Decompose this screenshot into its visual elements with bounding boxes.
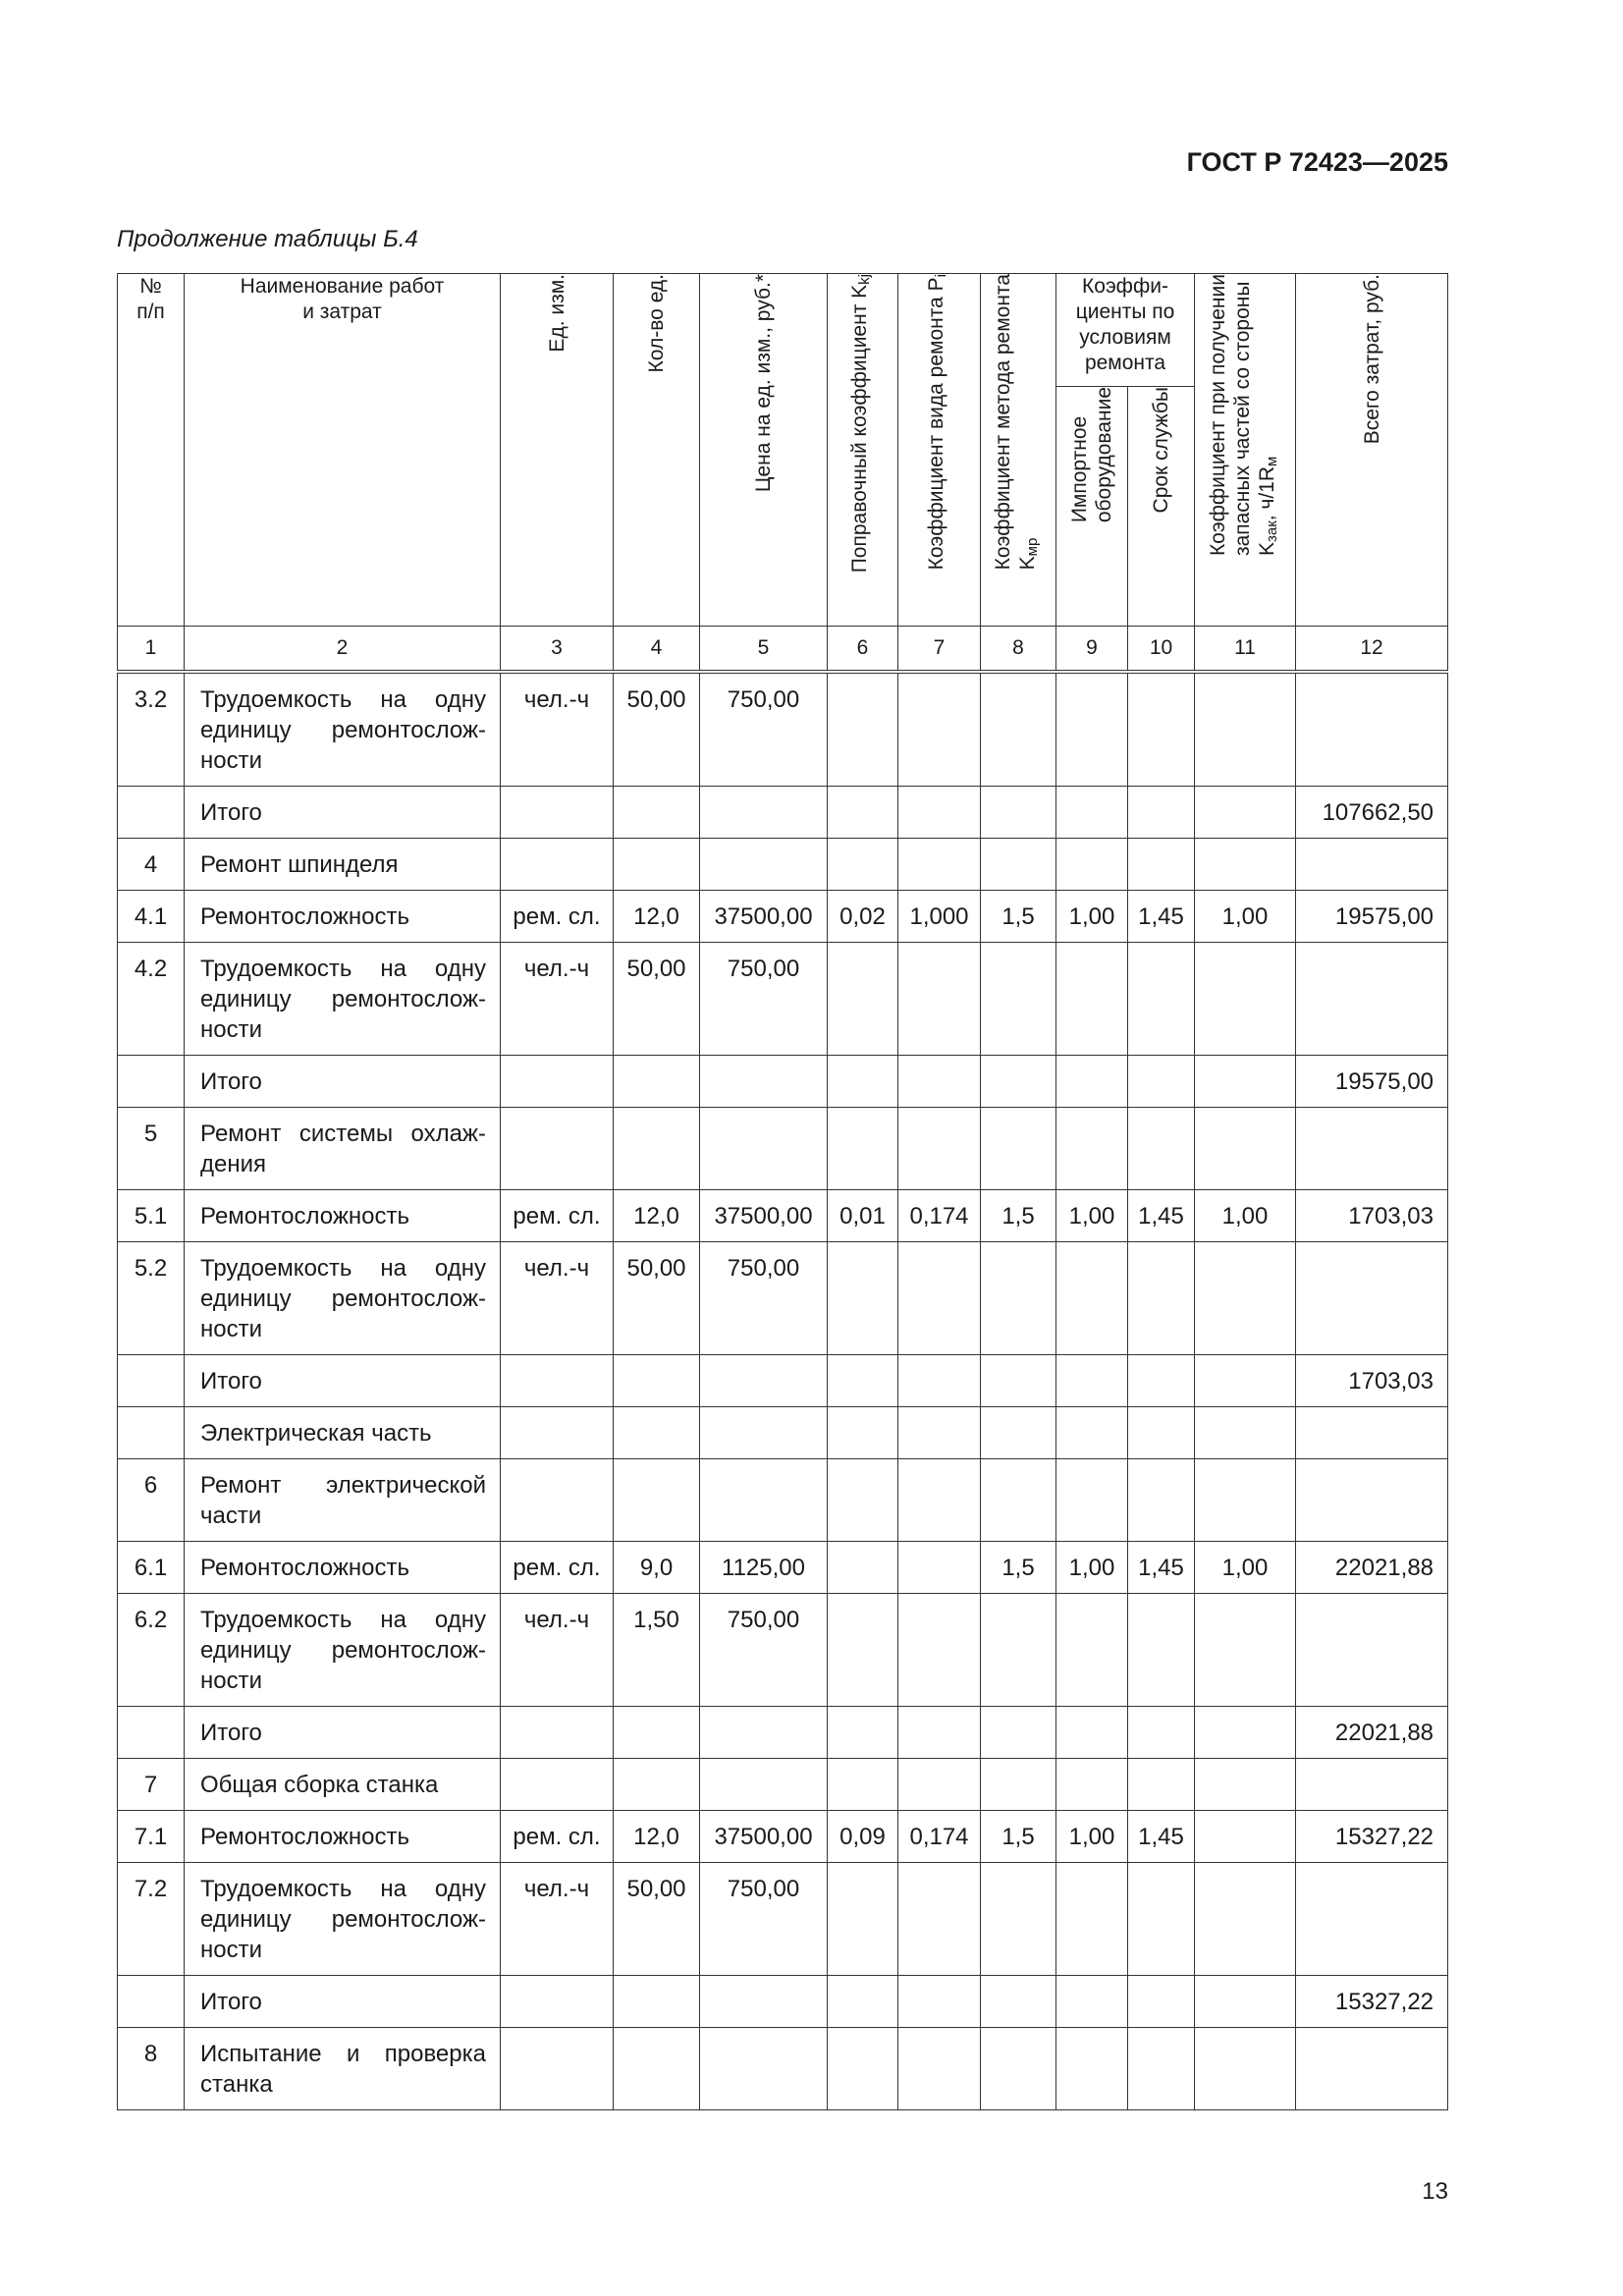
- cell-unit: [501, 1459, 614, 1542]
- cell-p-i: [898, 787, 981, 839]
- cell-name: Общая сборка станка: [185, 1759, 501, 1811]
- cell-import: [1056, 1759, 1128, 1811]
- cell-qty: 50,00: [614, 1242, 700, 1355]
- cell-unit: чел.-ч: [501, 672, 614, 787]
- cell-price: 750,00: [700, 672, 828, 787]
- cell-import: [1056, 1108, 1128, 1190]
- cell-price: 37500,00: [700, 891, 828, 943]
- cell-import: [1056, 1707, 1128, 1759]
- cell-k-zak: [1195, 1594, 1296, 1707]
- cell-qty: [614, 1459, 700, 1542]
- cell-k-mr: 1,5: [981, 891, 1056, 943]
- cell-k-mr: [981, 1242, 1056, 1355]
- cell-k-kj: [828, 1863, 898, 1976]
- cell-service-life: [1128, 1056, 1195, 1108]
- header-unit: Ед. изм.: [501, 274, 614, 627]
- cell-p-i: [898, 672, 981, 787]
- table-row: [118, 672, 1448, 787]
- column-number: 11: [1195, 627, 1296, 673]
- cell-service-life: [1128, 787, 1195, 839]
- table-row: [118, 1355, 1448, 1407]
- cell-p-i: 0,174: [898, 1811, 981, 1863]
- table-row: [118, 1759, 1448, 1811]
- cell-price: [700, 1459, 828, 1542]
- cell-service-life: [1128, 672, 1195, 787]
- cell-price: 750,00: [700, 1242, 828, 1355]
- cell-num: [118, 787, 185, 839]
- column-number: 4: [614, 627, 700, 673]
- cell-total: 15327,22: [1296, 1976, 1448, 2028]
- cell-total: [1296, 1863, 1448, 1976]
- cell-k-mr: [981, 1594, 1056, 1707]
- cell-p-i: [898, 1542, 981, 1594]
- cell-p-i: [898, 839, 981, 891]
- cell-k-zak: [1195, 1108, 1296, 1190]
- cell-k-kj: [828, 1976, 898, 2028]
- table-row: [118, 1242, 1448, 1355]
- cell-qty: 50,00: [614, 672, 700, 787]
- cell-import: 1,00: [1056, 891, 1128, 943]
- cell-unit: чел.-ч: [501, 1594, 614, 1707]
- column-number: 12: [1296, 627, 1448, 673]
- column-number: 5: [700, 627, 828, 673]
- cell-import: [1056, 1863, 1128, 1976]
- table-row: [118, 1542, 1448, 1594]
- cell-name: Трудоемкость на одну единицу ремонтосложности: [185, 672, 501, 787]
- cell-unit: [501, 787, 614, 839]
- cell-k-kj: [828, 1056, 898, 1108]
- cell-num: 7: [118, 1759, 185, 1811]
- header-service-life: Срок службы: [1128, 386, 1195, 626]
- cell-unit: рем. сл.: [501, 1811, 614, 1863]
- cell-total: [1296, 1594, 1448, 1707]
- cell-k-kj: [828, 1407, 898, 1459]
- cell-num: 5.2: [118, 1242, 185, 1355]
- cell-k-zak: [1195, 943, 1296, 1056]
- cell-qty: [614, 2028, 700, 2110]
- cell-service-life: [1128, 1108, 1195, 1190]
- cell-total: [1296, 672, 1448, 787]
- column-number: 2: [185, 627, 501, 673]
- cell-name: Ремонтосложность: [185, 1190, 501, 1242]
- cell-p-i: [898, 1056, 981, 1108]
- cell-unit: чел.-ч: [501, 1863, 614, 1976]
- cell-k-kj: [828, 1459, 898, 1542]
- cell-k-mr: [981, 2028, 1056, 2110]
- cell-k-kj: [828, 839, 898, 891]
- cell-total: [1296, 1459, 1448, 1542]
- header-qty: Кол-во ед.: [614, 274, 700, 627]
- cell-k-mr: [981, 1759, 1056, 1811]
- cell-qty: [614, 787, 700, 839]
- cell-import: 1,00: [1056, 1811, 1128, 1863]
- cell-service-life: [1128, 2028, 1195, 2110]
- column-number: 7: [898, 627, 981, 673]
- cell-unit: [501, 839, 614, 891]
- cell-name: Электрическая часть: [185, 1407, 501, 1459]
- cell-service-life: [1128, 1707, 1195, 1759]
- cell-import: [1056, 1355, 1128, 1407]
- header-num: № п/п: [118, 274, 185, 627]
- cell-num: 4.2: [118, 943, 185, 1056]
- cell-qty: 9,0: [614, 1542, 700, 1594]
- header-import: Импортное оборудование: [1056, 386, 1128, 626]
- cell-p-i: 0,174: [898, 1190, 981, 1242]
- cell-num: [118, 1355, 185, 1407]
- cell-name: Итого: [185, 787, 501, 839]
- cell-k-zak: [1195, 839, 1296, 891]
- cell-num: [118, 1407, 185, 1459]
- table-row: [118, 839, 1448, 891]
- document-code: ГОСТ Р 72423—2025: [1186, 147, 1448, 177]
- cell-import: [1056, 1976, 1128, 2028]
- cell-price: [700, 1759, 828, 1811]
- page-number: 13: [1422, 2178, 1448, 2205]
- cell-service-life: 1,45: [1128, 1190, 1195, 1242]
- cell-num: 4.1: [118, 891, 185, 943]
- cell-name: Ремонтосложность: [185, 891, 501, 943]
- table-body: [118, 672, 1448, 2110]
- cell-import: [1056, 1242, 1128, 1355]
- column-number: 1: [118, 627, 185, 673]
- cell-import: [1056, 2028, 1128, 2110]
- cell-unit: [501, 1759, 614, 1811]
- cell-total: 1703,03: [1296, 1355, 1448, 1407]
- table-row: [118, 787, 1448, 839]
- cell-k-zak: 1,00: [1195, 891, 1296, 943]
- cell-k-zak: [1195, 1976, 1296, 2028]
- column-number: 6: [828, 627, 898, 673]
- cell-qty: [614, 1759, 700, 1811]
- header-name: Наименование работ и затрат: [185, 274, 501, 627]
- cell-price: [700, 787, 828, 839]
- cell-k-mr: [981, 1976, 1056, 2028]
- cell-k-kj: [828, 1355, 898, 1407]
- cell-total: [1296, 1407, 1448, 1459]
- cell-import: [1056, 1594, 1128, 1707]
- cell-price: [700, 1355, 828, 1407]
- cost-table: [117, 273, 1448, 2110]
- header-k-zak: Коэффициент при получении запасных частей со стороны $K_{зак}$, $ч/1R_м$: [1195, 274, 1296, 627]
- cell-k-mr: [981, 1355, 1056, 1407]
- cell-unit: [501, 1056, 614, 1108]
- cell-total: [1296, 1242, 1448, 1355]
- cell-service-life: [1128, 1594, 1195, 1707]
- cell-import: [1056, 787, 1128, 839]
- cell-import: [1056, 672, 1128, 787]
- cell-price: 750,00: [700, 943, 828, 1056]
- cell-k-kj: [828, 1594, 898, 1707]
- cell-name: Ремонтосложность: [185, 1542, 501, 1594]
- cell-unit: [501, 1976, 614, 2028]
- cell-qty: [614, 1707, 700, 1759]
- cell-unit: [501, 1108, 614, 1190]
- cell-qty: [614, 1355, 700, 1407]
- cell-k-zak: [1195, 1242, 1296, 1355]
- cell-total: 22021,88: [1296, 1707, 1448, 1759]
- cell-k-kj: [828, 2028, 898, 2110]
- table-row: [118, 1108, 1448, 1190]
- header-price: Цена на ед. изм., руб.*: [700, 274, 828, 627]
- cell-k-mr: [981, 1459, 1056, 1542]
- table-caption: Продолжение таблицы Б.4: [117, 226, 418, 252]
- cell-name: Трудоемкость на одну единицу ремонтосложности: [185, 1594, 501, 1707]
- header-p-i: Коэффициент вида ремонта $P_i$: [898, 274, 981, 627]
- cell-num: 4: [118, 839, 185, 891]
- cell-p-i: [898, 1863, 981, 1976]
- cell-k-mr: [981, 672, 1056, 787]
- cell-k-zak: [1195, 672, 1296, 787]
- cell-service-life: 1,45: [1128, 1542, 1195, 1594]
- cell-k-kj: [828, 1108, 898, 1190]
- cell-total: 15327,22: [1296, 1811, 1448, 1863]
- cell-price: 37500,00: [700, 1811, 828, 1863]
- cell-unit: [501, 2028, 614, 2110]
- cell-k-kj: [828, 1707, 898, 1759]
- cell-k-zak: [1195, 1707, 1296, 1759]
- cell-qty: 12,0: [614, 1811, 700, 1863]
- cell-k-mr: [981, 1108, 1056, 1190]
- cell-name: Трудоемкость на одну единицу ремонтосложности: [185, 1863, 501, 1976]
- cell-name: Ремонт шпинделя: [185, 839, 501, 891]
- cell-k-zak: 1,00: [1195, 1190, 1296, 1242]
- cell-total: [1296, 839, 1448, 891]
- cell-num: 7.1: [118, 1811, 185, 1863]
- column-number: 9: [1056, 627, 1128, 673]
- cell-name: Итого: [185, 1355, 501, 1407]
- table-row: [118, 1811, 1448, 1863]
- cell-name: Итого: [185, 1976, 501, 2028]
- table-row: [118, 1407, 1448, 1459]
- cell-p-i: 1,000: [898, 891, 981, 943]
- cell-service-life: [1128, 1863, 1195, 1976]
- cell-service-life: [1128, 1459, 1195, 1542]
- cell-p-i: [898, 1108, 981, 1190]
- cell-num: 8: [118, 2028, 185, 2110]
- cell-price: [700, 1976, 828, 2028]
- cell-service-life: [1128, 1242, 1195, 1355]
- cell-p-i: [898, 1594, 981, 1707]
- table-row: [118, 1459, 1448, 1542]
- table-row: [118, 1976, 1448, 2028]
- cell-num: 6.1: [118, 1542, 185, 1594]
- cell-service-life: [1128, 1759, 1195, 1811]
- cell-p-i: [898, 1459, 981, 1542]
- cell-name: Испытание и проверка станка: [185, 2028, 501, 2110]
- cell-num: 3.2: [118, 672, 185, 787]
- cell-k-mr: [981, 1407, 1056, 1459]
- table-row: [118, 943, 1448, 1056]
- cell-qty: [614, 1407, 700, 1459]
- header-coef-group: Коэффи- циенты по условиям ремонта: [1056, 274, 1195, 387]
- cell-price: 37500,00: [700, 1190, 828, 1242]
- cell-total: [1296, 1759, 1448, 1811]
- cell-total: [1296, 2028, 1448, 2110]
- cell-name: Итого: [185, 1056, 501, 1108]
- cell-k-zak: 1,00: [1195, 1542, 1296, 1594]
- cell-qty: [614, 839, 700, 891]
- cell-k-mr: [981, 943, 1056, 1056]
- cell-p-i: [898, 1355, 981, 1407]
- cell-total: 19575,00: [1296, 891, 1448, 943]
- cell-import: 1,00: [1056, 1542, 1128, 1594]
- cell-price: [700, 1707, 828, 1759]
- cell-price: [700, 1108, 828, 1190]
- cell-k-mr: 1,5: [981, 1542, 1056, 1594]
- cell-qty: [614, 1976, 700, 2028]
- cell-price: 750,00: [700, 1594, 828, 1707]
- cell-p-i: [898, 1976, 981, 2028]
- cell-num: 5: [118, 1108, 185, 1190]
- cell-qty: 50,00: [614, 943, 700, 1056]
- cell-k-mr: [981, 1707, 1056, 1759]
- cell-unit: [501, 1707, 614, 1759]
- cell-unit: [501, 1355, 614, 1407]
- cell-k-mr: [981, 787, 1056, 839]
- cell-p-i: [898, 2028, 981, 2110]
- table-row: [118, 1594, 1448, 1707]
- cell-k-kj: [828, 672, 898, 787]
- cell-qty: 12,0: [614, 1190, 700, 1242]
- cell-qty: 1,50: [614, 1594, 700, 1707]
- cell-price: 750,00: [700, 1863, 828, 1976]
- cell-k-zak: [1195, 1811, 1296, 1863]
- cell-k-zak: [1195, 1407, 1296, 1459]
- cell-num: 6.2: [118, 1594, 185, 1707]
- cell-k-kj: [828, 1759, 898, 1811]
- cell-num: 6: [118, 1459, 185, 1542]
- header-k-mr: Коэффициент метода ремонта $K_{мр}$: [981, 274, 1056, 627]
- cell-k-kj: 0,01: [828, 1190, 898, 1242]
- cell-import: [1056, 1459, 1128, 1542]
- table-row: [118, 2028, 1448, 2110]
- header-total: Всего затрат, руб.: [1296, 274, 1448, 627]
- cell-service-life: [1128, 839, 1195, 891]
- cell-p-i: [898, 1407, 981, 1459]
- table-row: [118, 1863, 1448, 1976]
- cell-num: [118, 1707, 185, 1759]
- cell-unit: рем. сл.: [501, 891, 614, 943]
- cell-qty: 12,0: [614, 891, 700, 943]
- cell-total: 22021,88: [1296, 1542, 1448, 1594]
- cell-k-zak: [1195, 1863, 1296, 1976]
- cell-name: Итого: [185, 1707, 501, 1759]
- cell-price: [700, 2028, 828, 2110]
- cell-k-kj: [828, 1542, 898, 1594]
- cell-import: [1056, 839, 1128, 891]
- cell-import: [1056, 1056, 1128, 1108]
- cell-name: Ремонт системы охлаждения: [185, 1108, 501, 1190]
- cell-num: 7.2: [118, 1863, 185, 1976]
- header-k-kj: Поправочный коэффициент $K_{kj}$: [828, 274, 898, 627]
- table-row: [118, 1707, 1448, 1759]
- cell-k-mr: 1,5: [981, 1811, 1056, 1863]
- cell-k-kj: [828, 943, 898, 1056]
- cell-k-mr: [981, 1863, 1056, 1976]
- cell-k-zak: [1195, 1056, 1296, 1108]
- cell-total: 1703,03: [1296, 1190, 1448, 1242]
- cell-k-zak: [1195, 2028, 1296, 2110]
- cell-name: Трудоемкость на одну единицу ремонтосложности: [185, 1242, 501, 1355]
- header-row: [118, 274, 1448, 387]
- cell-qty: [614, 1056, 700, 1108]
- cell-p-i: [898, 943, 981, 1056]
- column-number: 8: [981, 627, 1056, 673]
- cell-k-kj: [828, 1242, 898, 1355]
- table-row: [118, 1190, 1448, 1242]
- cell-unit: чел.-ч: [501, 1242, 614, 1355]
- cell-price: 1125,00: [700, 1542, 828, 1594]
- cell-service-life: [1128, 1407, 1195, 1459]
- cell-unit: рем. сл.: [501, 1190, 614, 1242]
- cell-import: [1056, 1407, 1128, 1459]
- cell-name: Трудоемкость на одну единицу ремонтосложности: [185, 943, 501, 1056]
- cell-p-i: [898, 1759, 981, 1811]
- cell-k-zak: [1195, 787, 1296, 839]
- column-number: 10: [1128, 627, 1195, 673]
- cell-name: Ремонтосложность: [185, 1811, 501, 1863]
- cell-num: [118, 1056, 185, 1108]
- cell-name: Ремонт электрической части: [185, 1459, 501, 1542]
- cell-qty: [614, 1108, 700, 1190]
- cell-k-mr: [981, 839, 1056, 891]
- cell-unit: [501, 1407, 614, 1459]
- cell-price: [700, 1407, 828, 1459]
- cell-total: [1296, 943, 1448, 1056]
- cell-price: [700, 1056, 828, 1108]
- cell-service-life: 1,45: [1128, 1811, 1195, 1863]
- table-row: [118, 891, 1448, 943]
- cell-k-zak: [1195, 1759, 1296, 1811]
- cell-price: [700, 839, 828, 891]
- cell-service-life: [1128, 943, 1195, 1056]
- column-number: 3: [501, 627, 614, 673]
- cell-total: 107662,50: [1296, 787, 1448, 839]
- cell-num: 5.1: [118, 1190, 185, 1242]
- cell-k-zak: [1195, 1459, 1296, 1542]
- column-numbers-row: [118, 627, 1448, 673]
- cell-service-life: [1128, 1355, 1195, 1407]
- cell-k-mr: 1,5: [981, 1190, 1056, 1242]
- cell-p-i: [898, 1707, 981, 1759]
- cell-total: 19575,00: [1296, 1056, 1448, 1108]
- cell-qty: 50,00: [614, 1863, 700, 1976]
- cell-unit: рем. сл.: [501, 1542, 614, 1594]
- cell-import: [1056, 943, 1128, 1056]
- cell-k-kj: 0,09: [828, 1811, 898, 1863]
- cell-k-kj: 0,02: [828, 891, 898, 943]
- table-row: [118, 1056, 1448, 1108]
- cell-p-i: [898, 1242, 981, 1355]
- cell-import: 1,00: [1056, 1190, 1128, 1242]
- cell-k-kj: [828, 787, 898, 839]
- cell-num: [118, 1976, 185, 2028]
- cell-service-life: [1128, 1976, 1195, 2028]
- cell-total: [1296, 1108, 1448, 1190]
- cell-k-zak: [1195, 1355, 1296, 1407]
- cell-service-life: 1,45: [1128, 891, 1195, 943]
- cell-unit: чел.-ч: [501, 943, 614, 1056]
- cell-k-mr: [981, 1056, 1056, 1108]
